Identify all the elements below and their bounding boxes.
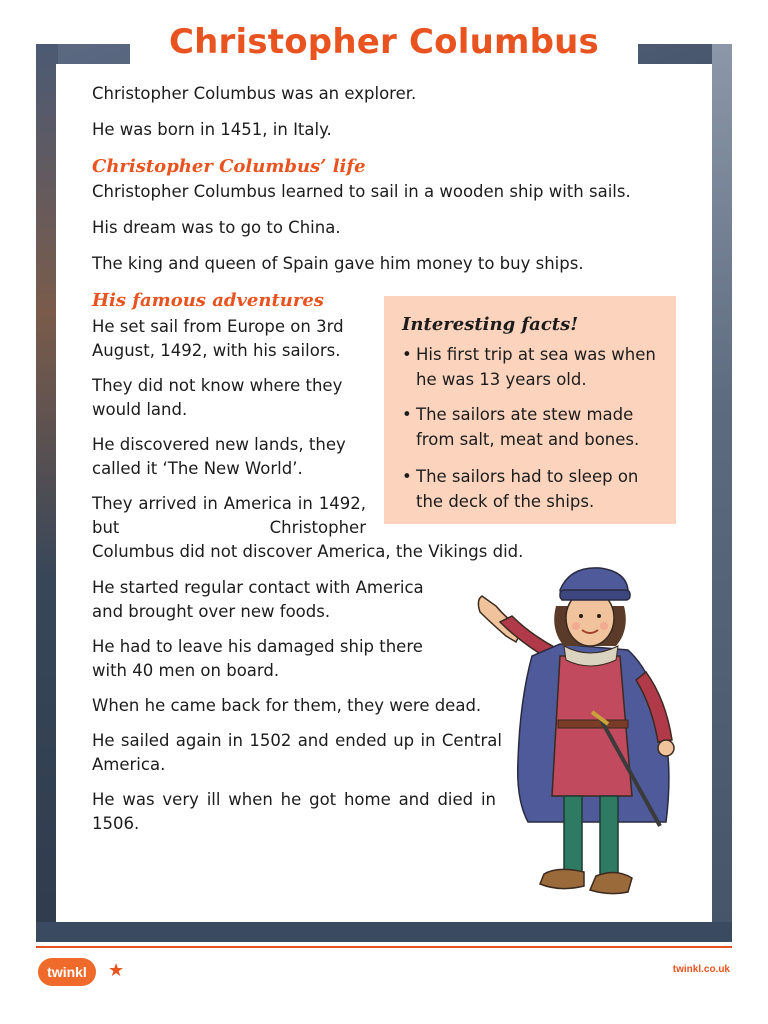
adventures-paragraph: He was very ill when he got home and died in 1506. [92,790,496,833]
star-icon: ★ [108,960,125,981]
page-title: Christopher Columbus [168,22,599,62]
intro-paragraph: He was born in 1451, in Italy. [92,120,332,139]
section-heading-adventures: His famous adventures [92,290,324,311]
adventures-paragraph: He set sail from Europe on 3rd August, 1492, with his sailors. [92,317,344,360]
adventures-paragraph: Columbus did not discover America, the Vikings did. [92,542,524,561]
adventures-paragraph: He had to leave his damaged ship there with 40 men on board. [92,637,423,680]
adventures-paragraph: They arrived in America in 1492, but Christopher [92,494,366,537]
adventures-paragraph: They did not know where they would land. [92,376,343,419]
section-heading-life: Christopher Columbus’ life [92,156,366,177]
bullet-icon: • [402,345,412,364]
footer-site-link[interactable]: twinkl.co.uk [672,964,730,975]
background-scene-right [712,44,732,942]
fact-item [402,402,664,452]
fact-text: The sailors ate stew made from salt, meat and bones. [416,405,640,449]
footer-divider [36,946,732,948]
adventures-paragraph: When he came back for them, they were dead. [92,696,482,715]
life-paragraph: The king and queen of Spain gave him money to buy ships. [92,254,584,273]
fact-text: The sailors had to sleep on the deck of the ships. [416,467,639,511]
facts-heading: Interesting facts! [402,314,579,335]
adventures-paragraph: He sailed again in 1502 and ended up in Central America. [92,731,502,774]
life-paragraph: His dream was to go to China. [92,218,341,237]
fact-item [402,464,664,514]
columbus-illustration [460,560,692,910]
adventures-paragraph: He discovered new lands, they called it ‘The New World’. [92,435,346,478]
background-scene-bottom [36,922,732,942]
bullet-icon: • [402,405,412,424]
interesting-facts-box [384,296,676,524]
adventures-paragraph: He started regular contact with America and brought over new foods. [92,578,424,621]
twinkl-logo[interactable]: twinkl [38,958,96,986]
background-scene-left [36,44,58,942]
fact-text: His first trip at sea was when he was 13 years old. [416,345,656,389]
life-paragraph: Christopher Columbus learned to sail in a wooden ship with sails. [92,182,631,201]
bullet-icon: • [402,467,412,486]
intro-paragraph: Christopher Columbus was an explorer. [92,84,417,103]
fact-item [402,342,664,392]
